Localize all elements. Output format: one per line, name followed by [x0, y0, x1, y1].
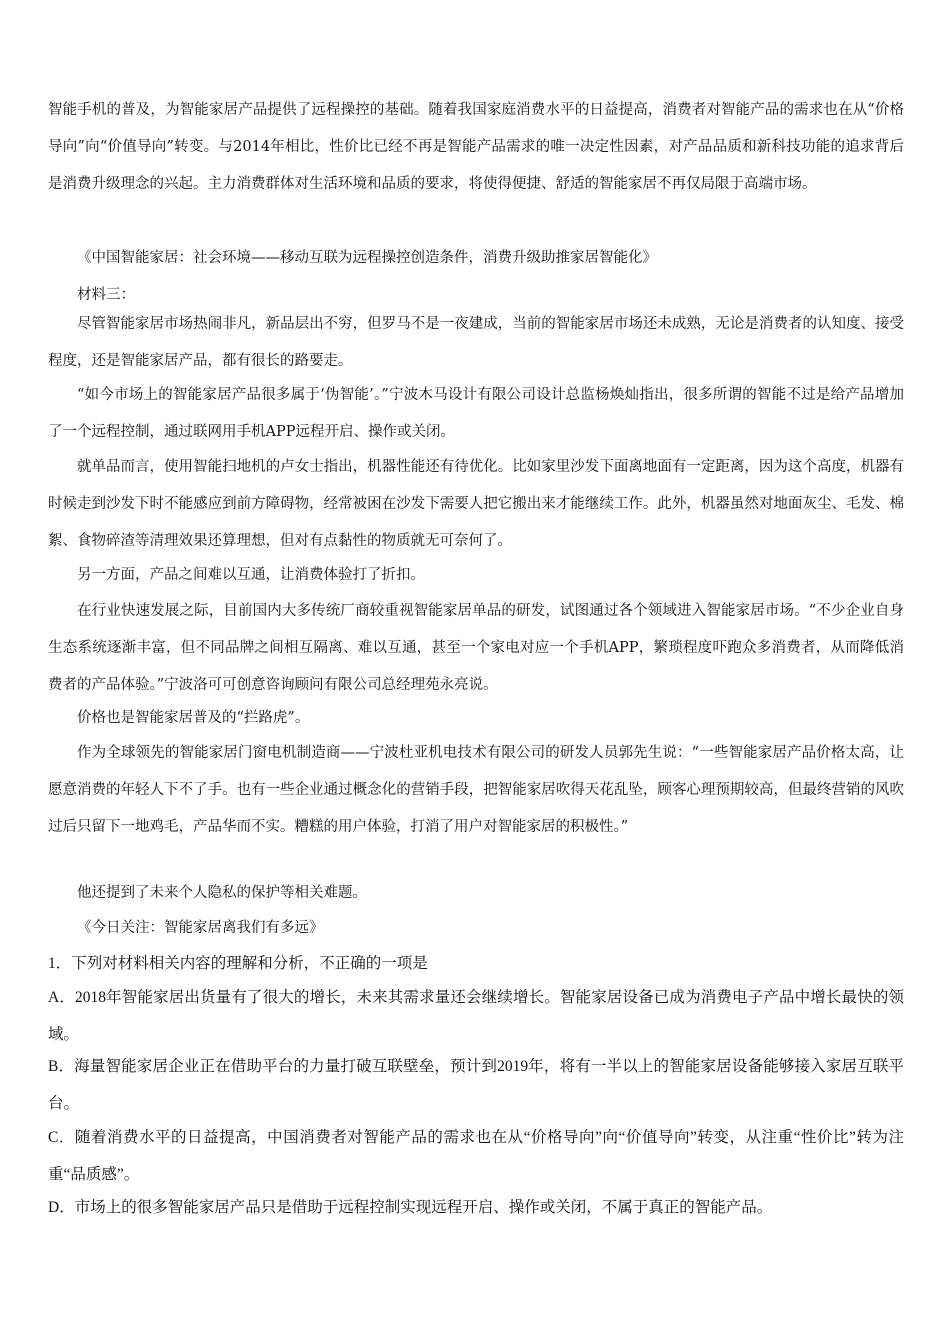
option-d: D．市场上的很多智能家居产品只是借助于远程控制实现远程开启、操作或关闭，不属于真正的智能产品。 [48, 1199, 773, 1216]
material-three-paragraph-7: 作为全球领先的智能家居门窗电机制造商——宁波杜亚机电技术有限公司的研发人员郭先生说：“一些智能家居产品价格太高，让愿意消费的年轻人下不了手。也有一些企业通过概念化的营销手段，把智能家居吹得天花乱坠，顾客心理预期较高，但最终营销的风吹过后只留下一地鸡毛，产品华而不实。糟糕的用户体验，打消了用户对智能家居的积极性。” [48, 745, 904, 835]
option-c: C．随着消费水平的日益提高，中国消费者对智能产品的需求也在从“价格导向”向“价值导向”转变，从注重“性价比”转为注重“品质感”。 [48, 1129, 904, 1183]
material-three-paragraph-2: “如今市场上的智能家居产品很多属于‘伪智能’。”宁波木马设计有限公司设计总监杨焕灿指出，很多所谓的智能不过是给产品增加了一个远程控制，通过联网用手机APP远程开启、操作或关闭。 [48, 387, 904, 440]
material-three-paragraph-1: 尽管智能家居市场热闹非凡，新品层出不穷，但罗马不是一夜建成，当前的智能家居市场还未成熟，无论是消费者的认知度、接受程度，还是智能家居产品，都有很长的路要走。 [48, 316, 904, 369]
material-two-paragraph: 智能手机的普及，为智能家居产品提供了远程操控的基础。随着我国家庭消费水平的日益提高，消费者对智能产品的需求也在从“价格导向”向“价值导向”转变。与2014年相比，性价比已经不再是智能产品需求的唯一决定性因素，对产品品质和新科技功能的追求背后是消费升级理念的兴起。主力消费群体对生活环境和品质的要求，将使得便捷、舒适的智能家居不再仅局限于高端市场。 [48, 102, 904, 192]
material-three-heading: 材料三： [77, 287, 135, 303]
material-three-paragraph-4: 另一方面，产品之间难以互通，让消费体验打了折扣。 [77, 567, 425, 583]
material-three-paragraph-6: 价格也是智能家居普及的“拦路虎”。 [77, 710, 310, 726]
question-stem: 1．下列对材料相关内容的理解和分析，不正确的一项是 [48, 955, 428, 972]
option-b: B．海量智能家居企业正在借助平台的力量打破互联壁垒，预计到2019年，将有一半以上的智能家居设备能够接入家居互联平台。 [48, 1058, 904, 1112]
material-three-paragraph-5: 在行业快速发展之际，目前国内大多传统厂商较重视智能家居单品的研发，试图通过各个领域进入智能家居市场。“不少企业自身生态系统逐渐丰富，但不同品牌之间相互隔离、难以互通，甚至一个家电对应一个手机APP，繁琐程度吓跑众多消费者，从而降低消费者的产品体验。”宁波洛可可创意咨询顾问有限公司总经理苑永亮说。 [48, 603, 904, 693]
material-two-source: 《中国智能家居：社会环境——移动互联为远程操控创造条件，消费升级助推家居智能化》 [77, 250, 657, 266]
material-three-source: 《今日关注：智能家居离我们有多远》 [77, 920, 324, 936]
option-a: A．2018年智能家居出货量有了很大的增长，未来其需求量还会继续增长。智能家居设备已成为消费电子产品中增长最快的领域。 [48, 989, 904, 1043]
material-three-paragraph-8: 他还提到了未来个人隐私的保护等相关难题。 [77, 885, 367, 901]
material-three-paragraph-3: 就单品而言，使用智能扫地机的卢女士指出，机器性能还有待优化。比如家里沙发下面离地面有一定距离，因为这个高度，机器有时候走到沙发下时不能感应到前方障碍物，经常被困在沙发下需要人把它搬出来才能继续工作。此外，机器虽然对地面灰尘、毛发、棉絮、食物碎渣等清理效果还算理想，但对有点黏性的物质就无可奈何了。 [48, 459, 904, 549]
